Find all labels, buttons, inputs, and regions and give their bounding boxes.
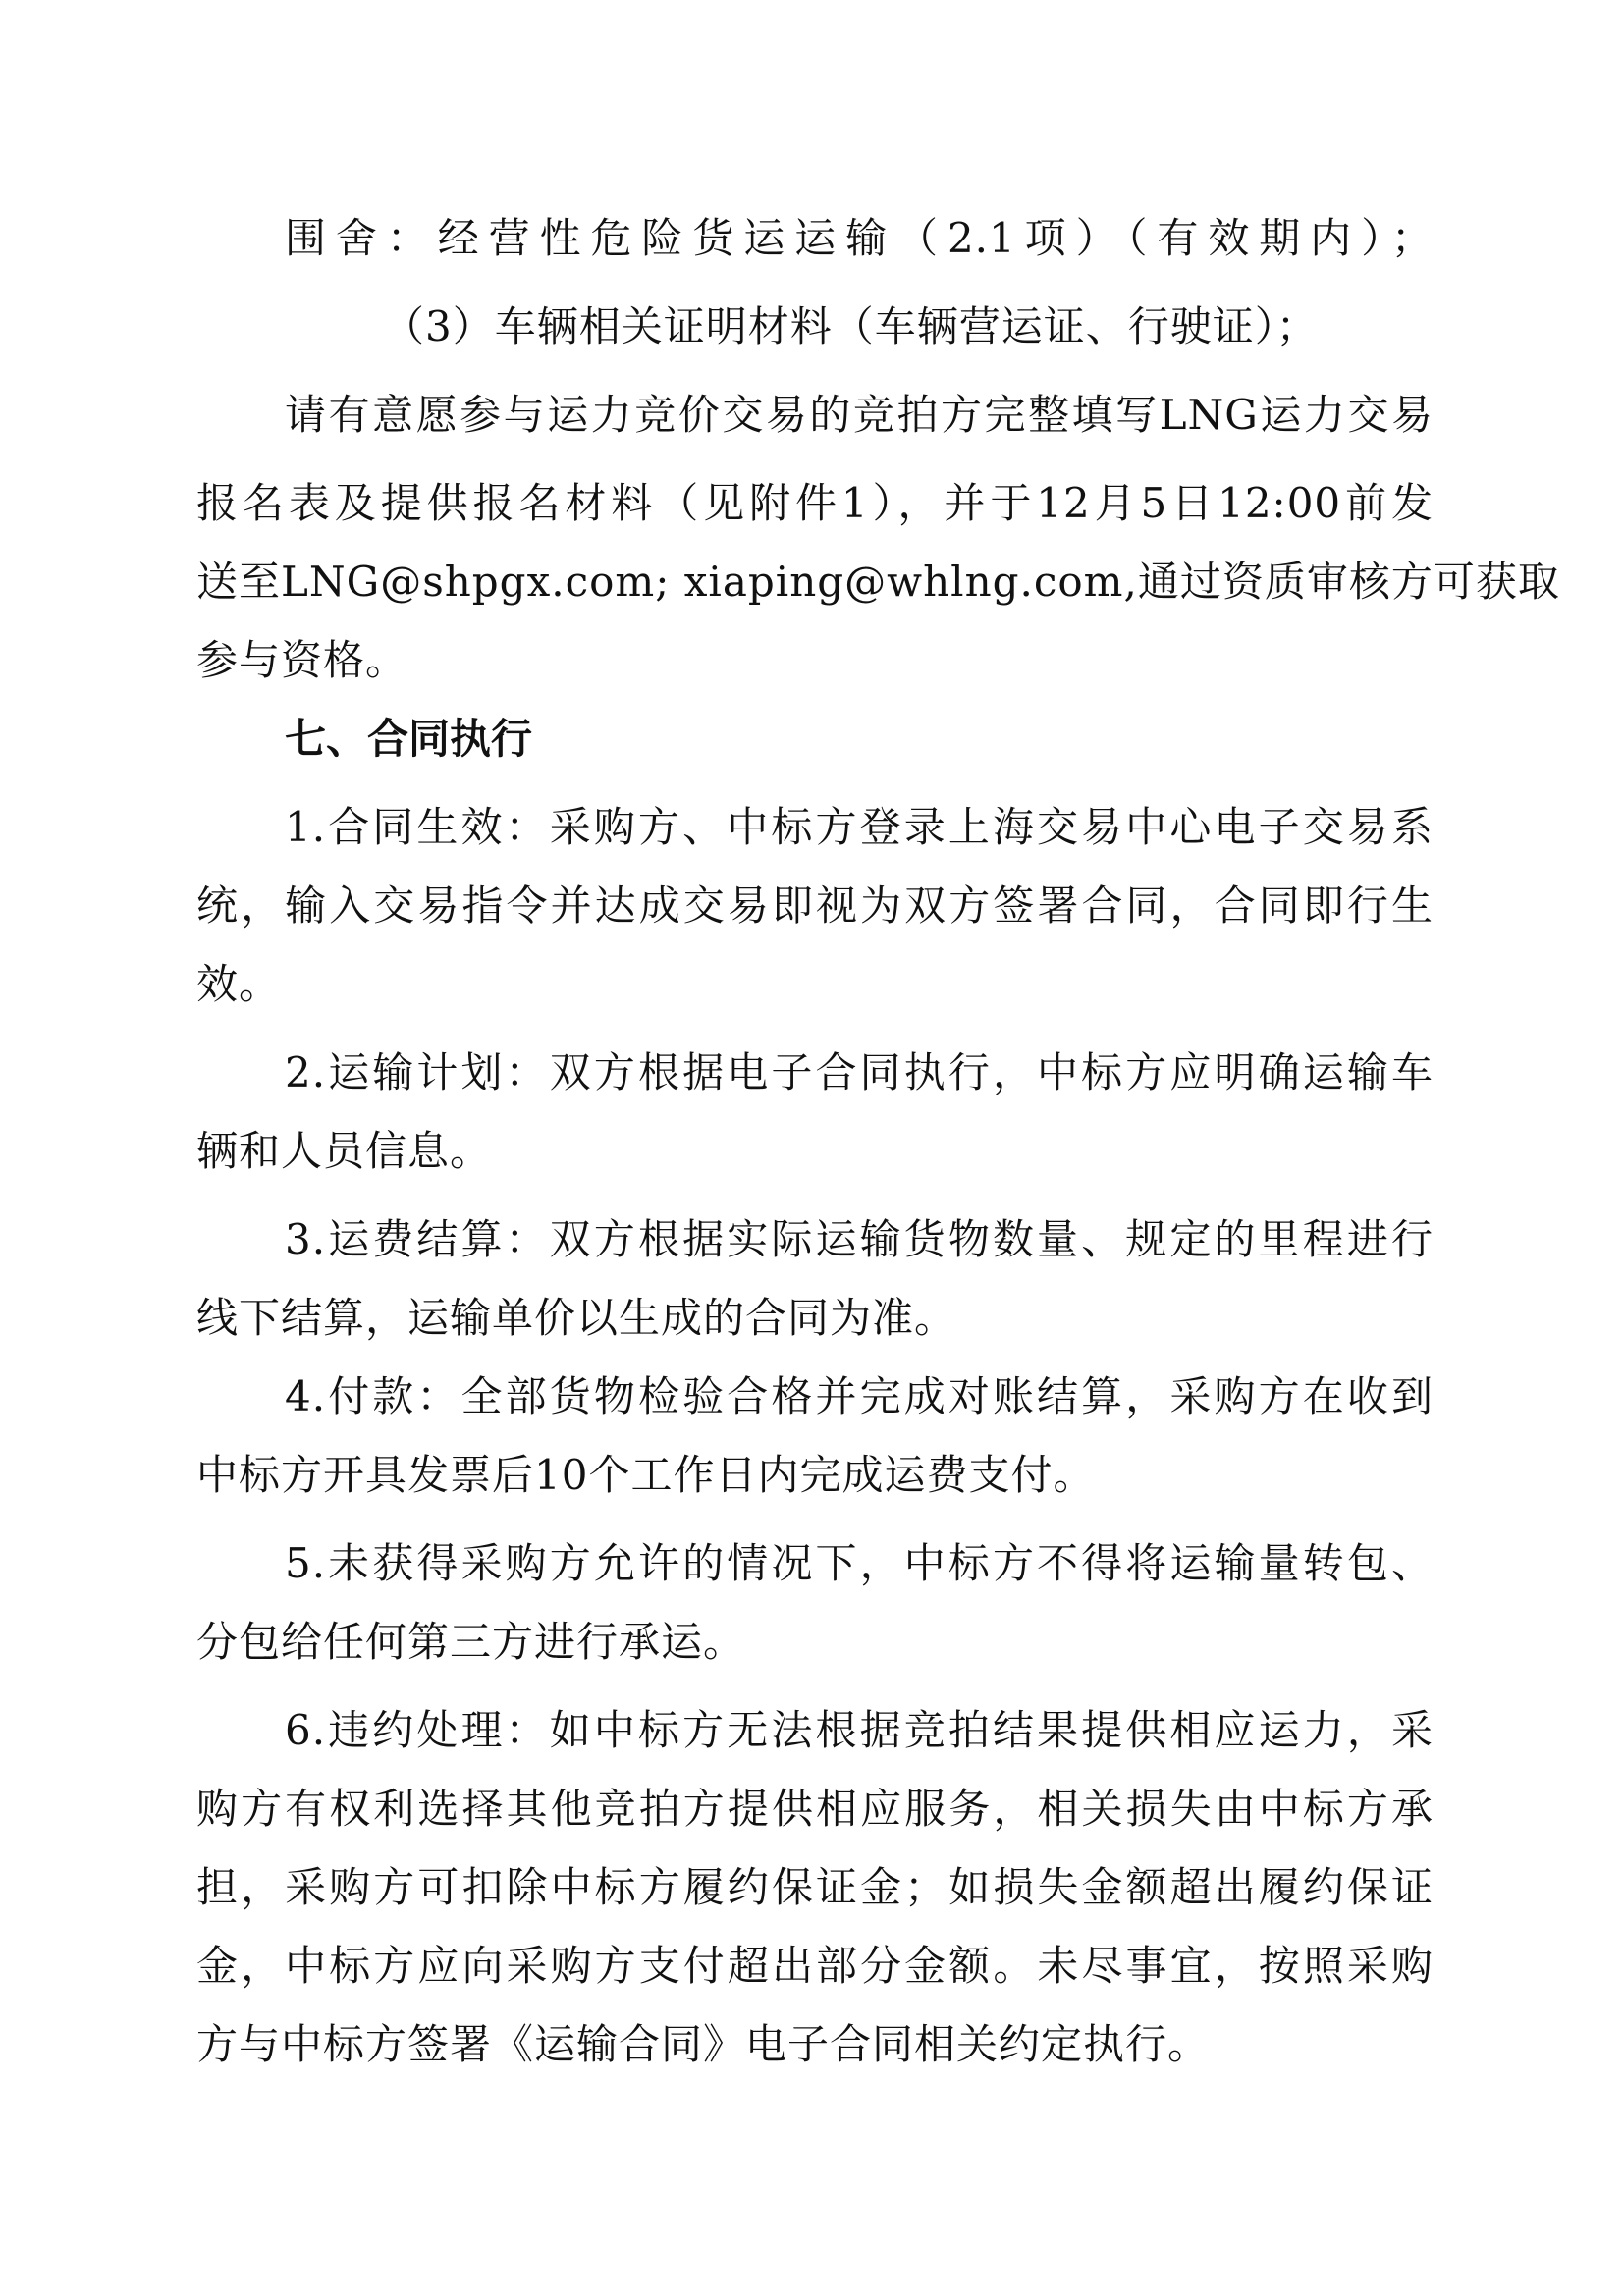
- text-line: 围舍：经营性危险货运运输（2.1项）（有效期内）；: [285, 214, 1434, 262]
- text-line: 2.运输计划：双方根据电子合同执行，中标方应明确运输车: [285, 1048, 1434, 1096]
- text-line: 请有意愿参与运力竞价交易的竞拍方完整填写LNG运力交易: [285, 391, 1434, 439]
- text-line: 3.运费结算：双方根据实际运输货物数量、规定的里程进行: [285, 1215, 1434, 1263]
- text-line: （3）车辆相关证明材料（车辆营运证、行驶证）；: [383, 302, 1319, 350]
- text-line: 效。: [196, 960, 282, 1008]
- text-line: 送至LNG@shpgx.com; xiaping@whlng.com,通过资质审核方可获取: [196, 558, 1560, 606]
- text-line: 分包给任何第三方进行承运。: [196, 1618, 746, 1666]
- section-heading: 七、合同执行: [285, 715, 533, 763]
- text-line: 报名表及提供报名材料（见附件1），并于12月5日12:00前发: [196, 479, 1434, 527]
- text-line: 辆和人员信息。: [196, 1127, 493, 1175]
- text-line: 6.违约处理：如中标方无法根据竞拍结果提供相应运力，采: [285, 1706, 1434, 1754]
- text-line: 购方有权利选择其他竞拍方提供相应服务，相关损失由中标方承: [196, 1785, 1434, 1833]
- text-line: 担，采购方可扣除中标方履约保证金；如损失金额超出履约保证: [196, 1863, 1434, 1911]
- text-line: 金，中标方应向采购方支付超出部分金额。未尽事宜，按照采购: [196, 1942, 1434, 1990]
- text-line: 统，输入交易指令并达成交易即视为双方签署合同，合同即行生: [196, 881, 1434, 930]
- text-line: 方与中标方签署《运输合同》电子合同相关约定执行。: [196, 2020, 1211, 2068]
- text-line: 1.合同生效：采购方、中标方登录上海交易中心电子交易系: [285, 803, 1434, 851]
- text-line: 5.未获得采购方允许的情况下，中标方不得将运输量转包、: [285, 1539, 1434, 1587]
- text-line: 线下结算，运输单价以生成的合同为准。: [196, 1294, 957, 1342]
- text-line: 参与资格。: [196, 636, 408, 684]
- text-line: 中标方开具发票后10个工作日内完成运费支付。: [196, 1451, 1096, 1499]
- text-line: 4.付款：全部货物检验合格并完成对账结算，采购方在收到: [285, 1372, 1434, 1420]
